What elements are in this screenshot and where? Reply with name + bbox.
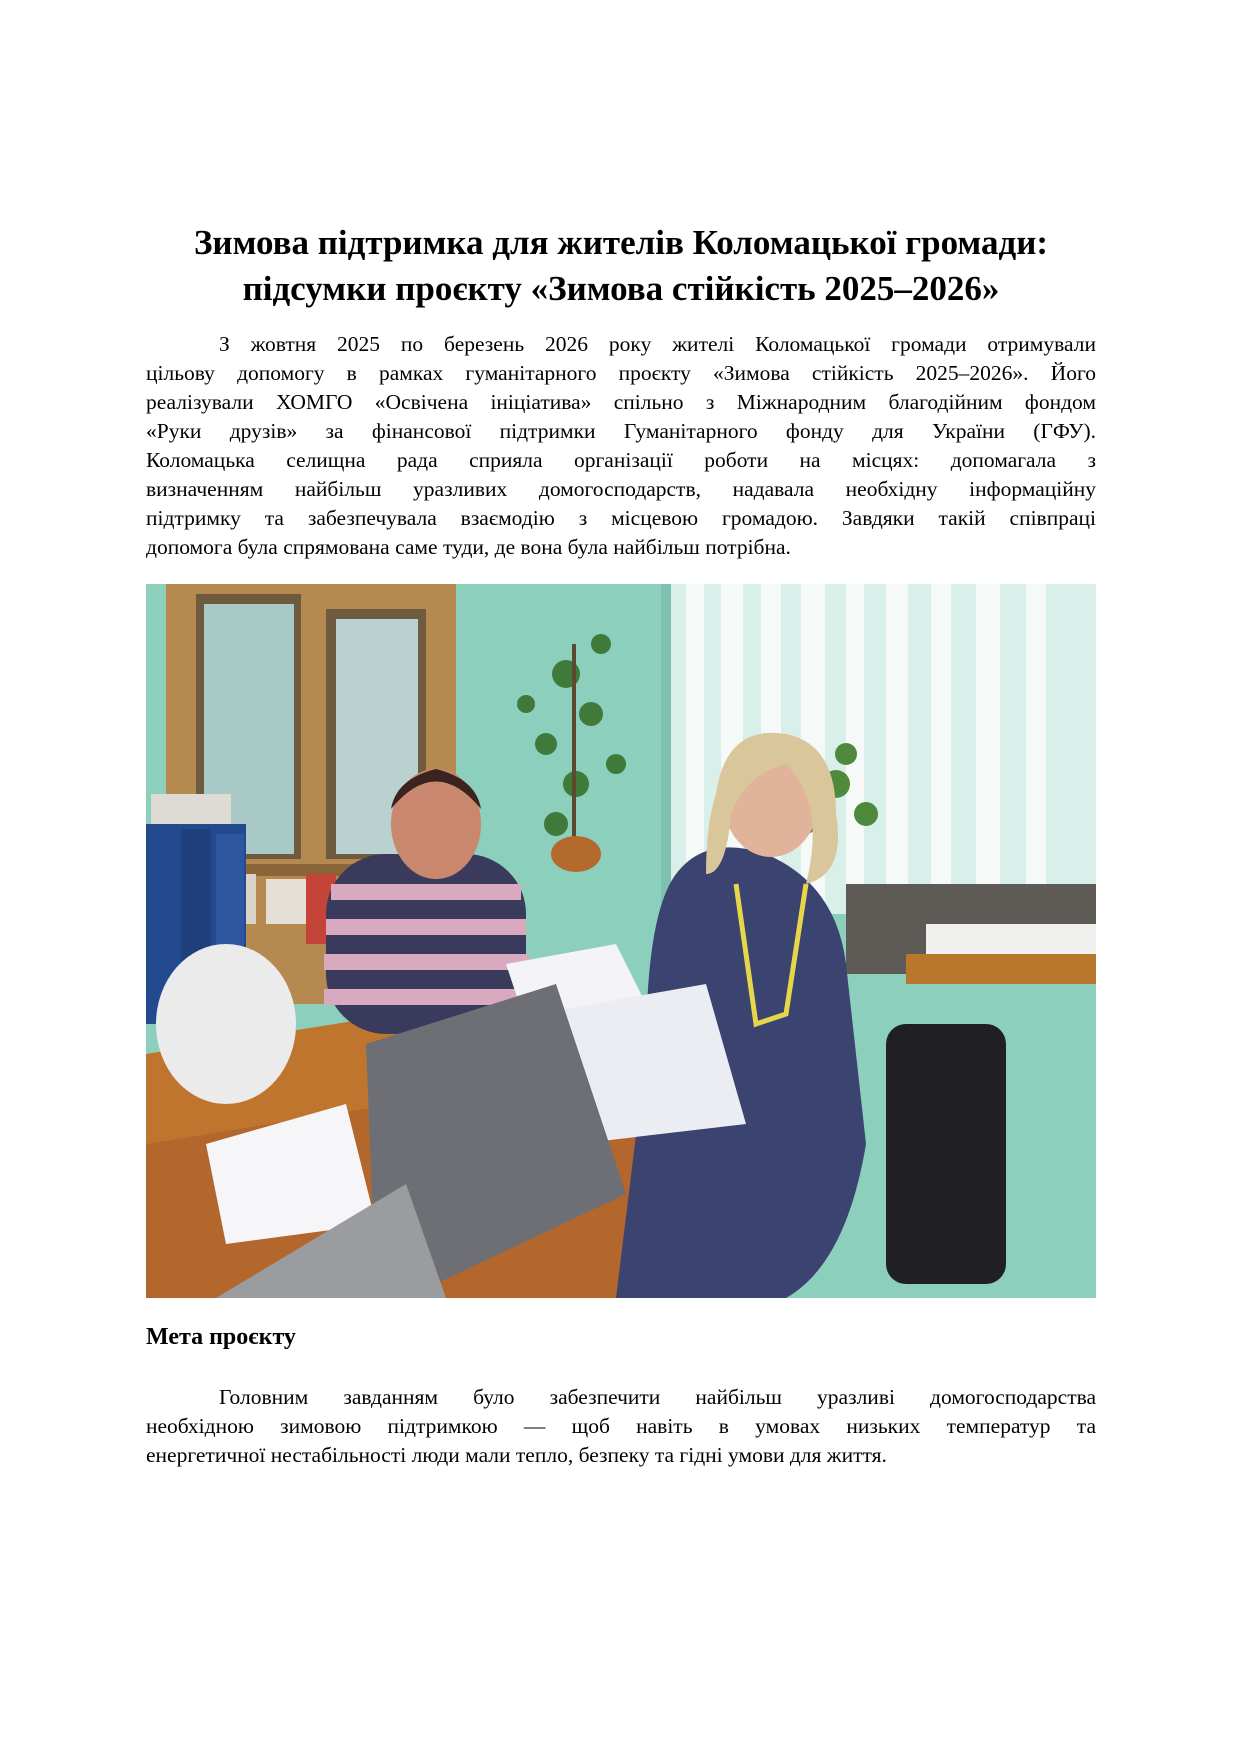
intro-line: «Руки друзів» за фінансової підтримки Гуманітарного фонду для України (ГФУ). [146,419,1096,443]
intro-line: допомога була спрямована саме туди, де вона була найбільш потрібна. [146,535,791,559]
intro-line: визначенням найбільш уразливих домогосподарств, надавала необхідну інформаційну [146,477,1096,501]
article-title [146,220,1096,312]
intro-paragraph [146,330,1096,562]
intro-line: З жовтня 2025 по березень 2026 року жителі Коломацької громади отримували [219,332,1096,356]
title-line-1: Зимова підтримка для жителів Коломацької громади: [193,223,1049,262]
intro-line: реалізували ХОМГО «Освічена ініціатива» спільно з Міжнародним благодійним фондом [146,390,1096,414]
office-photo [146,584,1096,1298]
intro-line: підтримку та забезпечувала взаємодію з місцевою громадою. Завдяки такій співпраці [146,506,1096,530]
goal-line: енергетичної нестабільності люди мали тепло, безпеку та гідні умови для життя. [146,1443,887,1467]
goal-paragraph [146,1383,1096,1470]
section-heading: Мета проєкту [146,1324,296,1350]
intro-line: цільову допомогу в рамках гуманітарного проєкту «Зимова стійкість 2025–2026». Його [146,361,1096,385]
intro-line: Коломацька селищна рада сприяла організації роботи на місцях: допомагала з [146,448,1096,472]
title-line-2: підсумки проєкту «Зимова стійкість 2025–2026» [242,269,1000,308]
goal-line: необхідною зимовою підтримкою — щоб навіть в умовах низьких температур та [146,1414,1096,1438]
goal-line: Головним завданням було забезпечити найбільш уразливі домогосподарства [219,1385,1096,1409]
